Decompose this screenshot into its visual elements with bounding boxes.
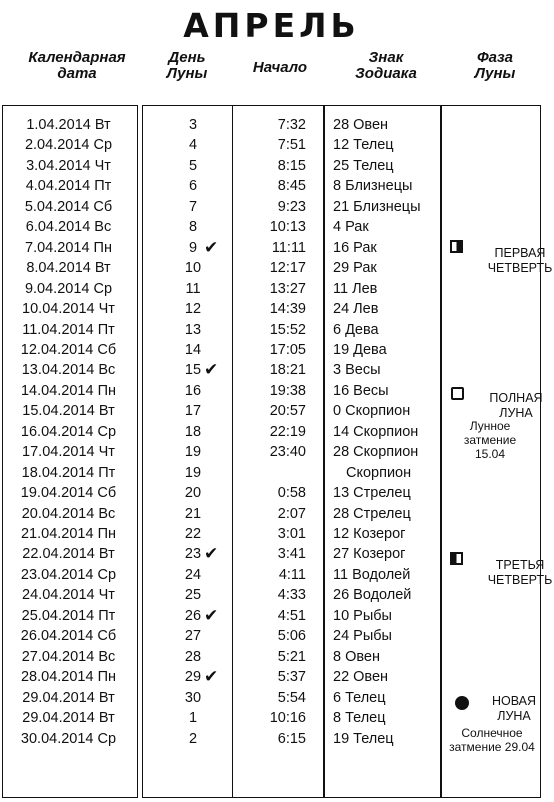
- row-zodiac-sign: Скорпион: [346, 464, 412, 481]
- phase-label: [450, 694, 550, 724]
- row-lunar-day: [140, 360, 230, 380]
- row-lunar-day: [140, 197, 230, 217]
- row-date: 1.04.2014 Вт: [26, 117, 111, 133]
- row-zodiac-sign: 24 Лев: [333, 301, 379, 318]
- row-date: 26.04.2014 Сб: [20, 628, 117, 645]
- header-phase: [450, 50, 540, 82]
- lunar-day-number: 4: [188, 137, 198, 154]
- row-start-time: 8:15: [277, 157, 306, 174]
- row-lunar-day: [140, 463, 230, 483]
- row-zodiac-sign: 16 Рак: [333, 239, 377, 256]
- row-start-time: 6:15: [277, 730, 306, 747]
- header-day: [150, 50, 224, 82]
- row-date: 15.04.2014 Вт: [22, 403, 115, 420]
- row-lunar-day: [140, 442, 230, 462]
- row-zodiac-sign: 10 Рыбы: [333, 607, 392, 624]
- row-lunar-day: [140, 504, 230, 524]
- lunar-day-number: 6: [188, 178, 198, 195]
- row-zodiac-sign: 28 Овен: [333, 117, 389, 133]
- lunar-day-number: 20: [184, 485, 202, 502]
- row-date: 29.04.2014 Вт: [22, 710, 115, 727]
- row-lunar-day: [140, 667, 230, 687]
- check-mark-icon: ✔: [204, 237, 219, 257]
- row-start-time: 5:37: [277, 669, 306, 686]
- row-start-time: 4:11: [278, 566, 306, 583]
- row-date: 22.04.2014 Вт: [22, 546, 115, 563]
- row-date: 11.04.2014 Пт: [22, 321, 115, 338]
- phase-note: [442, 726, 542, 754]
- row-start-time: 4:33: [277, 587, 306, 604]
- row-zodiac-sign: 6 Дева: [333, 321, 379, 338]
- lunar-day-number: 10: [184, 260, 202, 277]
- lunar-day-number: 8: [188, 219, 198, 236]
- row-zodiac-sign: 8 Близнецы: [333, 178, 413, 195]
- lunar-day-number: 11: [185, 280, 201, 297]
- row-date: 7.04.2014 Пн: [25, 239, 112, 256]
- row-zodiac-sign: 13 Стрелец: [333, 485, 411, 502]
- row-start-time: 23:40: [269, 444, 306, 461]
- row-date: 17.04.2014 Чт: [22, 444, 115, 461]
- phase-label: [444, 246, 554, 276]
- row-start-time: 5:54: [277, 689, 306, 706]
- row-lunar-day: [140, 279, 230, 299]
- row-lunar-day: [140, 156, 230, 176]
- row-date: 16.04.2014 Ср: [20, 423, 117, 440]
- phase-note-line: Лунное: [469, 419, 511, 433]
- phase-new-moon: [446, 690, 542, 760]
- check-mark-icon: ✔: [204, 544, 219, 564]
- lunar-day-number: 1: [188, 710, 198, 727]
- lunar-day-number: 30: [184, 689, 202, 706]
- row-start-time: 17:05: [269, 341, 306, 358]
- row-start-time: 7:51: [277, 137, 306, 154]
- row-start-time: 10:13: [269, 219, 306, 236]
- header-day-line: День: [168, 49, 206, 66]
- phase-name-line: НОВАЯ: [491, 694, 537, 708]
- row-zodiac-sign: 27 Козерог: [333, 546, 406, 563]
- row-date: 5.04.2014 Сб: [24, 198, 113, 215]
- row-lunar-day: [140, 299, 230, 319]
- row-lunar-day: [140, 115, 230, 135]
- lunar-day-number: 16: [184, 382, 202, 399]
- row-lunar-day: [140, 626, 230, 646]
- phase-note-line: 15.04: [474, 447, 506, 461]
- row-lunar-day: [140, 606, 230, 626]
- row-date: 3.04.2014 Чт: [26, 157, 111, 174]
- phase-name-line: ТРЕТЬЯ: [495, 558, 545, 572]
- row-zodiac-sign: 4 Рак: [333, 219, 369, 236]
- header-start: [240, 60, 320, 76]
- row-date: 8.04.2014 Вт: [26, 260, 111, 277]
- row-start-time: 3:41: [277, 546, 306, 563]
- row-lunar-day: [140, 381, 230, 401]
- row-date: 6.04.2014 Вс: [25, 219, 112, 236]
- row-lunar-day: [140, 135, 230, 155]
- lunar-day-number: 18: [184, 423, 202, 440]
- row-zodiac-sign: 8 Овен: [333, 648, 380, 665]
- lunar-day-number: 22: [184, 526, 202, 542]
- row-lunar-day: [140, 340, 230, 360]
- row-zodiac-sign: 3 Весы: [333, 362, 381, 379]
- phase-name-line: ЧЕТВЕРТЬ: [487, 261, 553, 275]
- lunar-day-number: 14: [184, 341, 202, 358]
- row-date: 30.04.2014 Ср: [20, 730, 117, 747]
- lunar-day-number: 3: [188, 117, 198, 133]
- row-lunar-day: [140, 544, 230, 564]
- phase-full-moon: [446, 383, 542, 473]
- lunar-day-number: 25: [184, 587, 202, 604]
- phase-name-line: ЛУНА: [499, 406, 533, 420]
- row-zodiac-sign: 11 Лев: [333, 280, 378, 297]
- row-zodiac-sign: 19 Дева: [333, 341, 387, 358]
- phase-note-line: Солнечное: [461, 726, 523, 740]
- lunar-day-number: 27: [184, 628, 202, 645]
- phase-note: [440, 419, 540, 461]
- lunar-day-number: 17: [184, 403, 202, 420]
- row-lunar-day: [140, 729, 230, 749]
- row-start-time: 11:11: [271, 239, 306, 256]
- row-zodiac-sign: 25 Телец: [333, 157, 394, 174]
- header-date-line: Календарная: [28, 49, 126, 66]
- row-start-time: 0:58: [277, 485, 306, 502]
- row-lunar-day: [140, 422, 230, 442]
- lunar-day-number: 21: [184, 505, 202, 522]
- row-start-time: 5:06: [277, 628, 306, 645]
- row-zodiac-sign: 16 Весы: [333, 382, 389, 399]
- row-date: 19.04.2014 Сб: [20, 485, 117, 502]
- lunar-day-number: 12: [184, 301, 202, 318]
- phase-name-line: ПЕРВАЯ: [494, 246, 546, 260]
- row-start-time: 19:38: [269, 382, 306, 399]
- check-mark-icon: ✔: [204, 360, 219, 380]
- row-date: 4.04.2014 Пт: [25, 178, 112, 195]
- phase-last-quarter: [446, 548, 553, 588]
- header-date-line: дата: [57, 65, 97, 82]
- row-zodiac-sign: 26 Водолей: [333, 587, 412, 604]
- row-lunar-day: [140, 524, 230, 544]
- header-phase-line: Фаза: [476, 49, 514, 66]
- row-zodiac-sign: 28 Стрелец: [333, 505, 411, 522]
- row-date: 24.04.2014 Чт: [22, 587, 115, 604]
- lunar-day-number: 15: [184, 362, 202, 379]
- row-zodiac-sign: 14 Скорпион: [333, 423, 419, 440]
- phase-name-line: ЧЕТВЕРТЬ: [487, 573, 553, 587]
- row-lunar-day: [140, 708, 230, 728]
- lunar-day-number: 28: [184, 648, 202, 665]
- lunar-day-number: 7: [188, 198, 198, 215]
- header-phase-line: Луны: [474, 65, 516, 82]
- row-lunar-day: [140, 483, 230, 503]
- phase-name-line: ЛУНА: [497, 709, 531, 723]
- row-start-time: 20:57: [269, 403, 306, 420]
- row-start-time: 5:21: [277, 648, 306, 665]
- phase-name-line: ПОЛНАЯ: [489, 391, 543, 405]
- row-zodiac-sign: 24 Рыбы: [333, 628, 392, 645]
- row-date: 25.04.2014 Пт: [21, 607, 116, 624]
- header-sign-line: Зодиака: [355, 65, 417, 82]
- row-date: 20.04.2014 Вс: [21, 505, 116, 522]
- header-date: [14, 50, 140, 82]
- row-date: 27.04.2014 Вс: [21, 648, 116, 665]
- phase-label: [444, 558, 554, 588]
- row-date: 14.04.2014 Пн: [20, 382, 117, 399]
- row-start-time: 7:32: [277, 117, 306, 133]
- row-date: 10.04.2014 Чт: [22, 301, 115, 318]
- row-date: 9.04.2014 Ср: [24, 280, 113, 297]
- check-mark-icon: ✔: [204, 605, 219, 625]
- lunar-day-number: 5: [188, 157, 198, 174]
- row-lunar-day: [140, 647, 230, 667]
- phase-note-line: затмение: [463, 433, 517, 447]
- row-date: 13.04.2014 Вс: [21, 362, 116, 379]
- row-zodiac-sign: 12 Телец: [333, 137, 394, 154]
- row-date: 12.04.2014 Сб: [20, 341, 117, 358]
- row-date: 2.04.2014 Ср: [24, 137, 113, 154]
- row-start-time: 4:51: [277, 607, 306, 624]
- row-start-time: 14:39: [269, 301, 306, 318]
- row-start-time: 18:21: [269, 362, 306, 379]
- row-start-time: 9:23: [277, 198, 306, 215]
- row-start-time: 3:01: [277, 526, 306, 542]
- row-zodiac-sign: 6 Телец: [333, 689, 386, 706]
- lunar-day-number: 23: [184, 546, 202, 563]
- lunar-day-number: 26: [184, 607, 202, 624]
- row-lunar-day: [140, 688, 230, 708]
- lunar-day-number: 19: [184, 464, 202, 481]
- row-zodiac-sign: 12 Козерог: [333, 526, 406, 542]
- row-zodiac-sign: 28 Скорпион: [333, 444, 419, 461]
- row-start-time: 22:19: [269, 423, 306, 440]
- lunar-day-number: 19: [184, 444, 202, 461]
- row-date: 23.04.2014 Ср: [20, 566, 117, 583]
- row-date: 29.04.2014 Вт: [22, 689, 115, 706]
- row-lunar-day: [140, 320, 230, 340]
- row-lunar-day: [140, 565, 230, 585]
- row-zodiac-sign: 11 Водолей: [333, 566, 411, 583]
- row-zodiac-sign: 29 Рак: [333, 260, 377, 277]
- phase-label: [440, 391, 550, 421]
- phase-first-quarter: [446, 238, 553, 278]
- page-title: АПРЕЛЬ: [183, 6, 360, 45]
- row-date: 18.04.2014 Пт: [21, 464, 116, 481]
- row-lunar-day: [140, 176, 230, 196]
- row-start-time: 13:27: [269, 280, 306, 297]
- row-zodiac-sign: 0 Скорпион: [333, 403, 411, 420]
- header-start-line: Начало: [252, 59, 308, 76]
- row-start-time: 2:07: [277, 505, 306, 522]
- check-mark-icon: ✔: [204, 667, 219, 687]
- row-start-time: 15:52: [269, 321, 306, 338]
- lunar-day-number: 9: [188, 239, 198, 256]
- header-sign-line: Знак: [368, 49, 404, 66]
- row-lunar-day: [140, 258, 230, 278]
- lunar-day-number: 2: [188, 730, 198, 747]
- row-lunar-day: [140, 401, 230, 421]
- row-zodiac-sign: 22 Овен: [333, 669, 389, 686]
- phase-note-line: затмение 29.04: [449, 740, 535, 754]
- lunar-day-number: 13: [184, 321, 202, 338]
- row-lunar-day: [140, 585, 230, 605]
- row-zodiac-sign: 21 Близнецы: [333, 198, 421, 215]
- lunar-day-number: 29: [184, 669, 202, 686]
- row-zodiac-sign: 8 Телец: [333, 710, 386, 727]
- row-start-time: 10:16: [269, 710, 306, 727]
- row-date: 28.04.2014 Пн: [20, 669, 117, 686]
- row-date: 21.04.2014 Пн: [20, 526, 117, 542]
- row-zodiac-sign: 19 Телец: [333, 730, 394, 747]
- row-lunar-day: [140, 238, 230, 258]
- row-start-time: 12:17: [269, 260, 306, 277]
- row-lunar-day: [140, 217, 230, 237]
- lunar-day-number: 24: [184, 566, 202, 583]
- row-start-time: 8:45: [277, 178, 306, 195]
- header-sign: [336, 50, 436, 82]
- row-start-time: [232, 463, 306, 483]
- header-day-line: Луны: [166, 65, 208, 82]
